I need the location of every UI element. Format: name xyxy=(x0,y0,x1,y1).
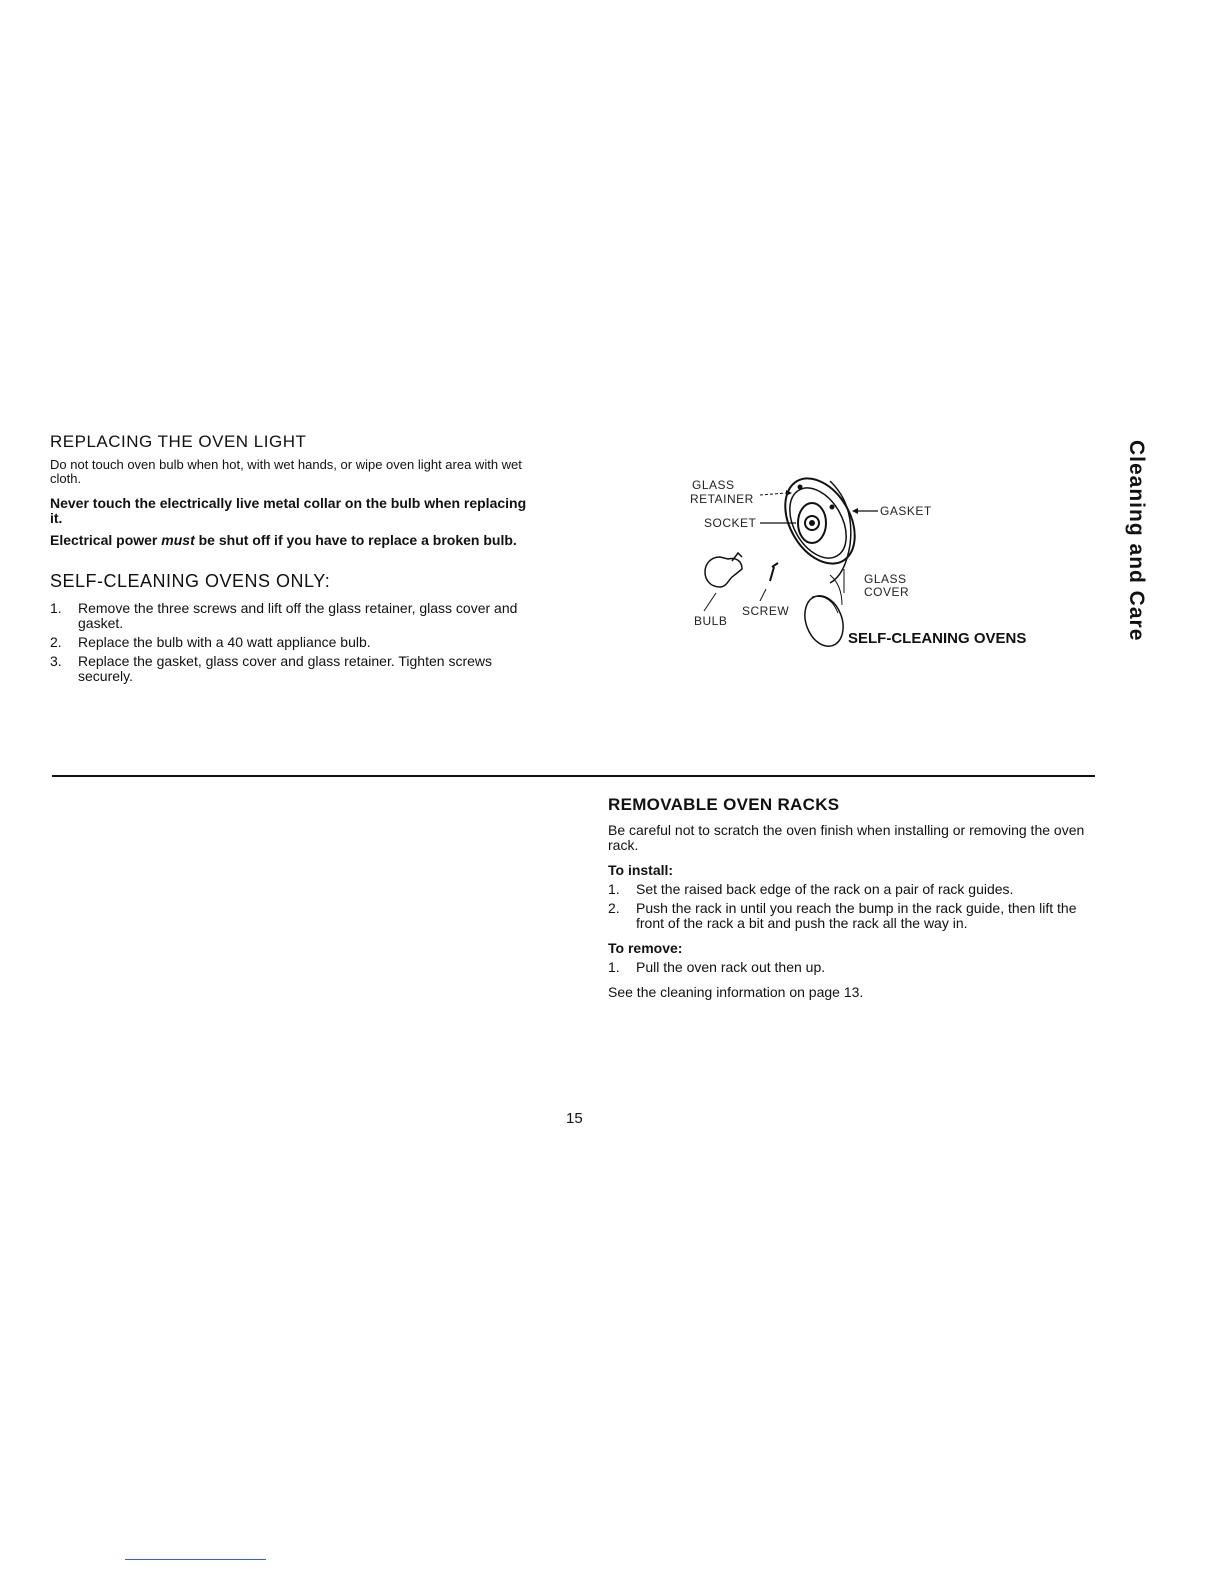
page-number: 15 xyxy=(566,1110,583,1127)
glass-retainer-ring xyxy=(771,466,869,576)
step-number: 1. xyxy=(50,600,62,616)
section-side-tab: Cleaning and Care xyxy=(1125,440,1148,642)
step-text: Pull the oven rack out then up. xyxy=(636,959,826,975)
self-cleaning-steps xyxy=(50,601,540,684)
step-text: Set the raised back edge of the rack on a pair of rack guides. xyxy=(636,881,1014,897)
list-item xyxy=(50,635,540,650)
step-text: Push the rack in until you reach the bump in the rack guide, then lift the front of the rack a bit and push the rack all the way in. xyxy=(636,900,1077,931)
label-gasket: GASKET xyxy=(880,504,932,518)
step-text: Replace the bulb with a 40 watt appliance bulb. xyxy=(78,634,371,650)
self-cleaning-heading: SELF-CLEANING OVENS ONLY: xyxy=(50,571,331,591)
step-text: Replace the gasket, glass cover and glass retainer. Tighten screws securely. xyxy=(78,653,492,684)
screw-shape xyxy=(770,563,778,581)
see-also-note: See the cleaning information on page 13. xyxy=(608,984,864,1000)
label-screw: SCREW xyxy=(742,604,790,618)
label-glass-cover-2: COVER xyxy=(864,585,910,599)
oven-light-diagram xyxy=(680,465,1060,665)
footer-line xyxy=(125,1559,266,1560)
warning-3-post: be shut off if you have to replace a broken bulb. xyxy=(194,532,517,548)
install-heading: To install: xyxy=(608,862,674,878)
label-socket: SOCKET xyxy=(704,516,757,530)
label-glass-retainer-1: GLASS xyxy=(692,478,735,492)
oven-light-section xyxy=(50,432,540,548)
warning-3-pre: Electrical power xyxy=(50,532,162,548)
step-text: Remove the three screws and lift off the glass retainer, glass cover and gasket. xyxy=(78,600,518,631)
step-number: 3. xyxy=(50,653,62,669)
bulb-shape xyxy=(705,557,742,587)
list-item xyxy=(50,654,540,684)
section-divider xyxy=(52,775,1095,777)
list-item xyxy=(608,901,1098,931)
warning-3-emphasis: must xyxy=(161,532,195,548)
oven-racks-intro: Be careful not to scratch the oven finish when installing or removing the oven rack. xyxy=(608,822,1085,853)
oven-light-warning-3 xyxy=(50,533,540,548)
oven-racks-section xyxy=(608,795,1098,1000)
install-steps xyxy=(608,882,1098,931)
remove-steps xyxy=(608,960,1098,975)
list-item xyxy=(608,960,1098,975)
oven-light-heading: REPLACING THE OVEN LIGHT xyxy=(50,432,307,451)
step-number: 1. xyxy=(608,959,620,975)
step-number: 2. xyxy=(608,900,620,916)
label-glass-retainer-2: RETAINER xyxy=(690,492,754,506)
label-bulb: BULB xyxy=(694,614,728,628)
list-item xyxy=(608,882,1098,897)
self-cleaning-section xyxy=(50,571,540,688)
remove-heading: To remove: xyxy=(608,940,683,956)
step-number: 1. xyxy=(608,881,620,897)
list-item xyxy=(50,601,540,631)
label-glass-cover-1: GLASS xyxy=(864,572,907,586)
oven-racks-heading: REMOVABLE OVEN RACKS xyxy=(608,795,840,814)
diagram-caption: SELF-CLEANING OVENS xyxy=(848,630,1027,647)
step-number: 2. xyxy=(50,634,62,650)
oven-light-warning-2: Never touch the electrically live metal collar on the bulb when replacing it. xyxy=(50,495,527,526)
oven-light-warning-1: Do not touch oven bulb when hot, with wet hands, or wipe oven light area with wet cloth. xyxy=(50,457,522,486)
